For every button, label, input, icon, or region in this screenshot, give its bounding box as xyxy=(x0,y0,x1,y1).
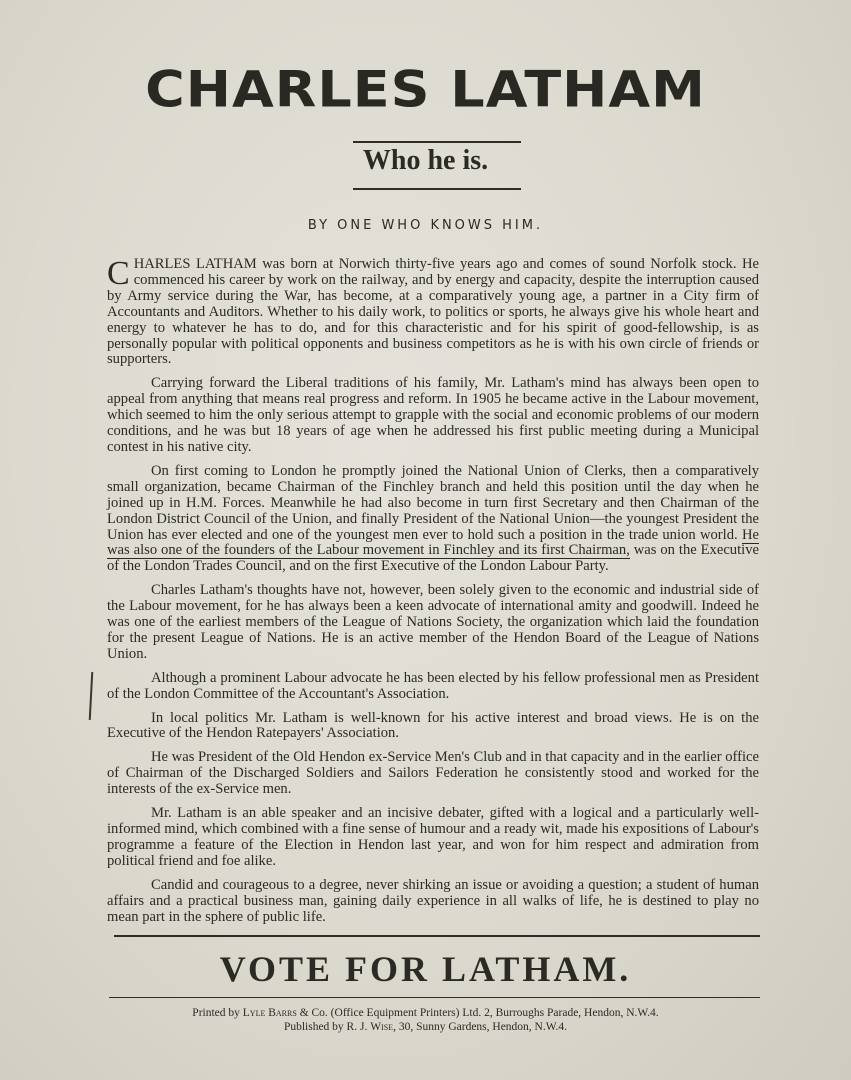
vote-slogan: VOTE FOR LATHAM. xyxy=(219,949,632,989)
handwritten-margin-mark xyxy=(89,672,94,720)
byline: BY ONE WHO KNOWS HIM. xyxy=(307,218,544,233)
subtitle-bottom-rule xyxy=(353,188,521,190)
subtitle-top-rule xyxy=(353,141,521,143)
footer-rule xyxy=(109,997,760,998)
subtitle: Who he is. xyxy=(362,145,489,176)
slogan-top-rule xyxy=(114,935,760,937)
paragraph-5: Although a prominent Labour advocate he has been elected by his fellow professional men as President of the London Committee of the Accountant's Association. xyxy=(107,669,759,702)
underlined-passage: He was also one of the founders of the Labour movement in Finchley and its first Chairman, xyxy=(107,526,759,559)
paragraph-7: He was President of the Old Hendon ex-Service Men's Club and in that capacity and in the earlier office of Chairman of the Discharged Soldiers and Sailors Federation he consistently stood and worked for the interests of the ex-Service men. xyxy=(107,749,759,798)
paragraph-1: CHARLES LATHAM was born at Norwich thirty-five years ago and comes of sound Norfolk stock. He commenced his career by work on the railway, and by energy and capacity, despite the interruption caused by Army service during the War, has become, at a comparatively young age, a partner in a City firm of Accountants and Auditors. Whether to his daily work, to politics or sports, he always give his whole heart and energy to whatever he has to do, and for this characteristic and for his spirit of good-fellowship, is as personally popular with political opponents and business competitors as he is with his own circle of friends or supporters. xyxy=(107,255,759,368)
paragraph-3: On first coming to London he promptly joined the National Union of Clerks, then a comparatively small organization, became Chairman of the Finchley branch and held this position until the day when he joined up in H.M. Forces. Meanwhile he had also become in turn first Secretary and then Chairman of the London District Council of the Union, and finally President of the National Union—the youngest President the Union has ever elected and one of the youngest men ever to hold such a position in the trade union world. He was also one of the founders of the Labour movement in Finchley and its first Chairman, was on the Executive of the London Trades Council, and on the first Executive of the London Labour Party. xyxy=(107,462,759,575)
paragraph-2: Carrying forward the Liberal traditions of his family, Mr. Latham's mind has always been open to appeal from anything that means real progress and reform. In 1905 he became active in the Labour movement, which seemed to him the only serious attempt to grapple with the social and economic problems of our modern conditions, and he was but 18 years of age when he addressed his first public meeting during a Municipal contest in his native city. xyxy=(107,375,759,455)
paragraph-6: In local politics Mr. Latham is well-known for his active interest and broad views. He is on the Executive of the Hendon Ratepayers' Association. xyxy=(107,709,759,742)
article-body xyxy=(107,257,759,933)
imprint-footer xyxy=(0,1006,851,1034)
printer-line: Printed by Lyle Barrs & Co. (Office Equipment Printers) Ltd. 2, Burroughs Parade, Hendon, N.W.4. xyxy=(192,1007,659,1019)
paragraph-9: Candid and courageous to a degree, never shirking an issue or avoiding a question; a student of human affairs and a practical business man, gaining daily experience in all walks of life, he is destined to play no mean part in the sphere of public life. xyxy=(107,876,759,925)
publisher-line: Published by R. J. Wise, 30, Sunny Gardens, Hendon, N.W.4. xyxy=(283,1021,568,1033)
paragraph-4: Charles Latham's thoughts have not, however, been solely given to the economic and industrial side of the Labour movement, for he has always been a keen advocate of international amity and goodwill. Indeed he was one of the earliest members of the League of Nations Society, the organization which laid the foundation for the present League of Nations. He is an active member of the Hendon Board of the League of Nations Union. xyxy=(107,582,759,662)
drop-cap: C xyxy=(107,255,130,292)
paragraph-8: Mr. Latham is an able speaker and an incisive debater, gifted with a logical and a particularly well-informed mind, which combined with a fine sense of humour and a ready wit, made his expositions of Labour's programme a feature of the Election in Hendon last year, and won for him respect and admiration from political friend and foe alike. xyxy=(107,805,759,869)
page-title: CHARLES LATHAM xyxy=(145,60,706,119)
